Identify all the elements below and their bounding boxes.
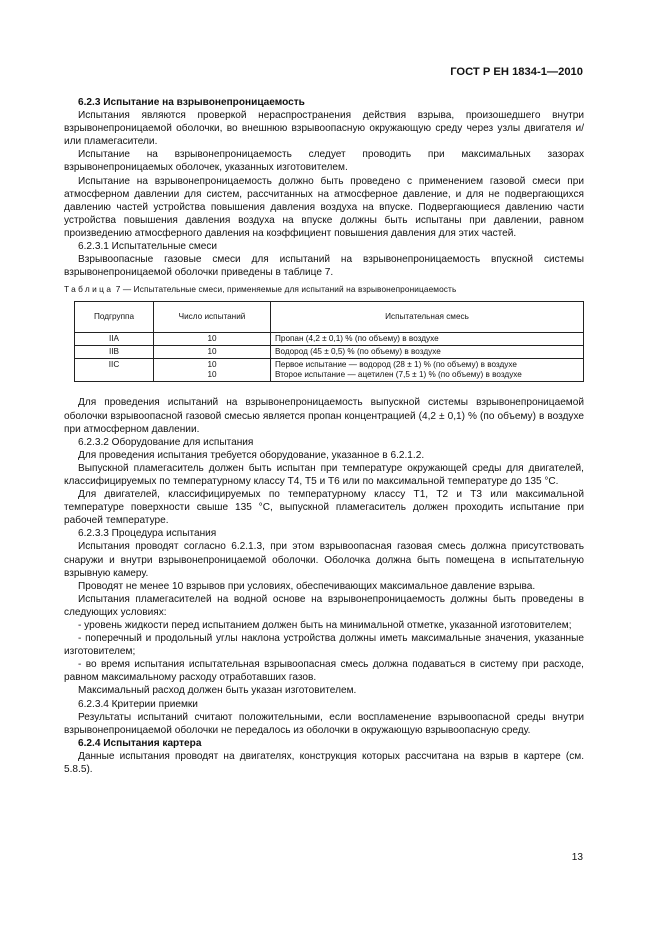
paragraph: Для двигателей, классифицируемых по температурному классу Т1, Т2 и Т3 или максимальной температуре поверхности свыше 135 °С, выпускной пламегаситель должен проходить испытание при рабочей температуре. [64,489,584,527]
paragraph: Испытания являются проверкой нераспространения действия взрыва, произошедшего внутри взрывонепроницаемой оболочки, во внешнюю взрывоопасную окружающую среду через узлы двигателя и/или пламегасители. [64,110,584,148]
paragraph: Испытание на взрывонепроницаемость должно быть проведено с применением газовой смеси при атмосферном давлении для систем, рассчитанных на атмосферное давление, и для не подвергающихся давлению частей устройства повышения давления воздуха на впуске. Подвергающиеся давлению части устройства повышения давления воздуха на впуске должны быть испытаны при давлении, равном произведению атмосферного давления на коэффициент повышения давления для этих частей. [64,175,584,239]
header-test-count: Число испытаний [154,302,271,333]
subsection-heading: 6.2.3.3 Процедура испытания [78,528,217,540]
header-subgroup: Подгруппа [75,302,154,333]
paragraph: Выпускной пламегаситель должен быть испытан при температуре окружающей среды для двигателей, классифицируемых по температурному классу Т4, Т5 и Т6 или по максимальной температуре до 135 °С. [64,462,584,487]
cell-mixture: Пропан (4,2 ± 0,1) % (по объему) в воздухе [271,333,584,346]
subsection-heading: 6.2.3.1 Испытательные смеси [78,241,218,253]
paragraph: Для проведения испытаний на взрывонепроницаемость выпускной системы взрывонепроницаемой оболочки взрывоопасной газовой смесью является пропан концентрацией (4,2 ± 0,1) % (по объему) в воздухе при атмосферном давлении. [64,397,584,435]
cell-count-line: 10 [207,370,217,380]
cell-subgroup: IIC [75,359,154,382]
cell-count-line: 10 [207,360,217,370]
cell-count: 10 [154,333,271,346]
page-number: 13 [571,852,583,863]
list-item: - во время испытания испытательная взрывоопасная смесь должна подаваться в систему при расходе, равном максимальному расходу отработавших газов. [64,659,584,684]
cell-subgroup: IIB [75,346,154,359]
table-caption-word: Таблица [64,284,114,295]
test-mixtures-table [74,301,584,382]
cell-mixture: Водород (45 ± 0,5) % (по объему) в воздухе [271,346,584,359]
paragraph: Для проведения испытания требуется оборудование, указанное в 6.2.1.2. [78,449,425,461]
cell-count [154,359,271,382]
paragraph: Испытания пламегасителей на водной основе на взрывонепроницаемость должны быть проведены в следующих условиях: [64,593,584,618]
paragraph: Испытание на взрывонепроницаемость следует проводить при максимальных зазорах взрывонепроницаемых оболочек, указанных изготовителем. [64,149,584,174]
section-heading: 6.2.3 Испытание на взрывонепроницаемость [78,97,305,108]
page-body [64,96,584,776]
cell-count: 10 [154,346,271,359]
table-header-row [75,302,584,333]
section-heading: 6.2.4 Испытания картера [78,737,202,749]
list-item: - уровень жидкости перед испытанием должен быть на минимальной отметке, указанной изготовителем; [78,620,572,631]
paragraph: Максимальный расход должен быть указан изготовителем. [78,685,357,697]
table-caption [64,283,584,296]
list-item: - поперечный и продольный углы наклона устройства должны иметь максимальные значения, указанные изготовителем; [64,633,584,658]
table-caption-text: 7 — Испытательные смеси, применяемые для испытаний на взрывонепроницаемость [115,284,457,295]
table-row [75,359,584,382]
cell-mixture-line: Второе испытание — ацетилен (7,5 ± 1) % (по объему) в воздухе [275,370,522,380]
table-row [75,346,584,359]
cell-subgroup: IIA [75,333,154,346]
paragraph: Испытания проводят согласно 6.2.1.3, при этом взрывоопасная газовая смесь должна присутствовать снаружи и внутри взрывонепроницаемой оболочки. Оболочка должна быть помещена в испытательную взрывную камеру. [64,541,584,579]
cell-mixture-line: Первое испытание — водород (28 ± 1) % (по объему) в воздухе [275,360,517,370]
table-row [75,333,584,346]
paragraph: Взрывоопасные газовые смеси для испытаний на взрывонепроницаемость впускной системы взрывонепроницаемой оболочки приведены в таблице 7. [64,254,584,279]
subsection-heading: 6.2.3.4 Критерии приемки [78,698,198,710]
cell-mixture [271,359,584,382]
paragraph: Результаты испытаний считают положительными, если воспламенение взрывоопасной среды внутри взрывонепроницаемой оболочки не передалось из оболочки в окружающую взрывоопасную среду. [64,711,584,736]
header-test-mixture: Испытательная смесь [271,302,584,333]
paragraph: Проводят не менее 10 взрывов при условиях, обеспечивающих максимальное давление взрыва. [78,580,536,592]
standard-number: ГОСТ Р ЕН 1834-1—2010 [450,66,583,78]
paragraph: Данные испытания проводят на двигателях, конструкция которых рассчитана на взрыв в картере (см. 5.8.5). [64,750,584,776]
subsection-heading: 6.2.3.2 Оборудование для испытания [78,436,254,448]
